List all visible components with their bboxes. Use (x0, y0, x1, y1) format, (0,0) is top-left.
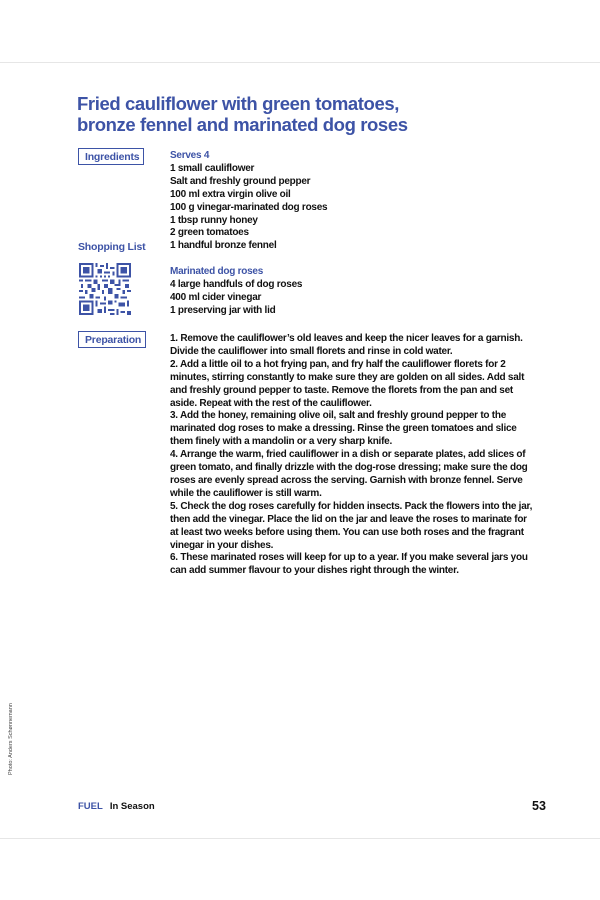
preparation-step: 3. Add the honey, remaining olive oil, salt and freshly ground pepper to the marinated dog roses to make a dressing. Rinse the green tomatoes and slice them finely with a mandolin or a very sharp knife. (170, 410, 517, 448)
bottom-divider (0, 838, 600, 839)
recipe-title (77, 93, 517, 135)
preparation-step: 2. Add a little oil to a hot frying pan, and fry half the cauliflower florets for 2 minutes, stirring constantly to make sure they are golden on all sides. Add salt and freshly ground pepper to taste. Remove the florets from the pan and set aside. Repeat with the rest of the cauliflower. (170, 358, 525, 409)
photo-credit: Photo: Anders Schønnemann (8, 703, 14, 775)
ingredient-item: 400 ml cider vinegar (170, 291, 262, 303)
title-line-1: Fried cauliflower with green tomatoes, (77, 93, 399, 114)
preparation-step: 4. Arrange the warm, fried cauliflower in a dish or separate plates, add slices of green tomato, and finally drizzle with the dog-rose dressing; make sure the dog roses are evenly spread across the serving. Garnish with bronze fennel. Serve while the cauliflower is still warm. (170, 449, 528, 499)
ingredient-item: 1 small cauliflower (170, 162, 255, 174)
page-number: 53 (532, 799, 546, 813)
preparation-step: 1. Remove the cauliflower’s old leaves and keep the nicer leaves for a garnish. Divide the cauliflower into small florets and rinse in cold water. (170, 333, 523, 357)
ingredient-item: 4 large handfuls of dog roses (170, 278, 303, 290)
ingredient-item: 2 green tomatoes (170, 227, 249, 239)
ingredients-heading: Marinated dog roses (170, 266, 264, 277)
ingredient-item: 1 preserving jar with lid (170, 304, 276, 316)
preparation-step: 6. These marinated roses will keep for up to a year. If you make several jars you can add summer flavour to your dishes right through the winter. (170, 552, 528, 577)
ingredients-heading: Serves 4 (170, 150, 210, 161)
title-line-2: bronze fennel and marinated dog roses (77, 114, 408, 135)
magazine-name: FUEL (78, 801, 103, 812)
shopping-list-label: Shopping List (78, 241, 146, 253)
ingredient-item: 100 g vinegar-marinated dog roses (170, 201, 328, 213)
ingredient-item: Salt and freshly ground pepper (170, 175, 311, 187)
footer-running-head (78, 801, 155, 812)
preparation-steps (170, 333, 535, 578)
ingredient-item: 100 ml extra virgin olive oil (170, 188, 291, 200)
section-name: In Season (109, 801, 155, 812)
ingredient-item: 1 tbsp runny honey (170, 214, 258, 226)
ingredients-group-marinated-roses (170, 266, 302, 318)
qr-code-icon[interactable] (79, 263, 131, 315)
preparation-label: Preparation (78, 331, 146, 348)
preparation-step: 5. Check the dog roses carefully for hidden insects. Pack the flowers into the jar, then add the vinegar. Place the lid on the jar and leave the roses to marinate for at least two weeks before using them. You can use both roses and the fragrant vinegar in your dishes. (170, 500, 533, 551)
ingredients-label: Ingredients (78, 148, 144, 165)
ingredients-group-serves (170, 150, 327, 253)
ingredient-item: 1 handful bronze fennel (170, 240, 277, 252)
top-divider (0, 62, 600, 63)
